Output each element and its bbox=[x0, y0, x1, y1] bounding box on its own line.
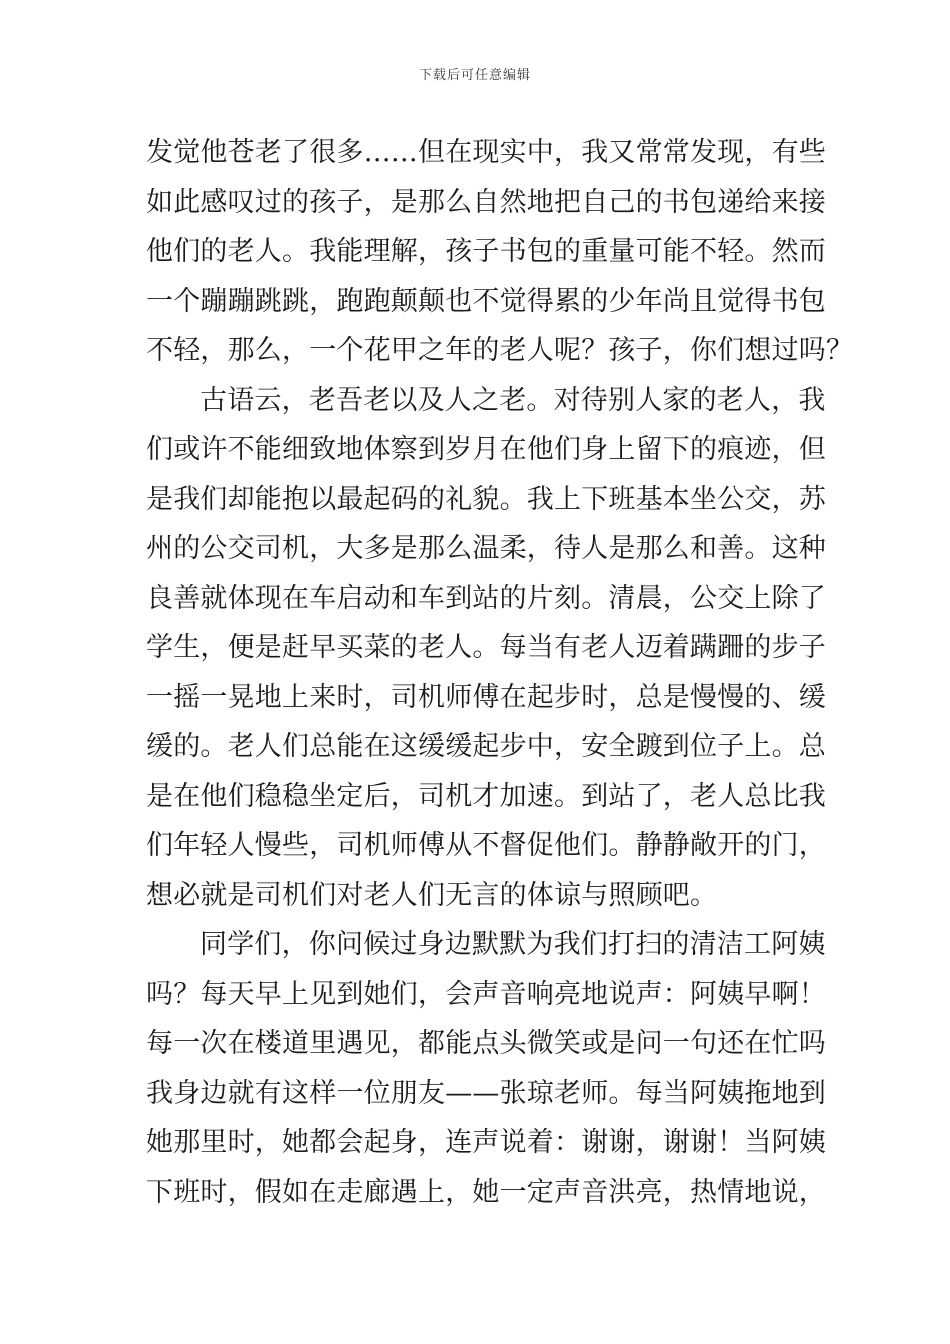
text-line: 学生，便是赶早买菜的老人。每当有老人迈着蹒跚的步子 bbox=[146, 632, 826, 663]
text-line: 同学们，你问候过身边默默为我们打扫的清洁工阿姨 bbox=[200, 929, 826, 960]
text-line: 一摇一晃地上来时，司机师傅在起步时，总是慢慢的、缓 bbox=[146, 681, 826, 713]
text-line: 我身边就有这样一位朋友——张琼老师。每当阿姨拖地到 bbox=[146, 1077, 826, 1109]
text-line: 想必就是司机们对老人们无言的体谅与照顾吧。 bbox=[146, 879, 718, 911]
text-line: 吗？每天早上见到她们，会声音响亮地说声：阿姨早啊！ bbox=[146, 978, 826, 1010]
text-line: 缓的。老人们总能在这缓缓起步中，安全踱到位子上。总 bbox=[146, 731, 826, 762]
text-line: 们或许不能细致地体察到岁月在他们身上留下的痕迹，但 bbox=[146, 434, 826, 465]
text-line: 良善就体现在车启动和车到站的片刻。清晨，公交上除了 bbox=[146, 582, 826, 614]
text-line: 古语云，老吾老以及人之老。对待别人家的老人，我 bbox=[200, 384, 826, 416]
text-line: 她那里时，她都会起身，连声说着：谢谢，谢谢！当阿姨 bbox=[146, 1127, 826, 1158]
page-header: 下载后可任意编辑 bbox=[418, 68, 531, 83]
text-line: 是我们却能抱以最起码的礼貌。我上下班基本坐公交，苏 bbox=[146, 483, 826, 515]
text-line: 是在他们稳稳坐定后，司机才加速。到站了，老人总比我 bbox=[146, 780, 826, 812]
text-line: 他们的老人。我能理解，孩子书包的重量可能不轻。然而 bbox=[146, 236, 826, 267]
document-body bbox=[146, 128, 854, 1217]
text-line: 不轻，那么，一个花甲之年的老人呢？孩子，你们想过吗？ bbox=[146, 335, 854, 366]
text-line: 们年轻人慢些，司机师傅从不督促他们。静静敞开的门， bbox=[146, 830, 826, 861]
text-line: 每一次在楼道里遇见，都能点头微笑或是问一句还在忙吗 bbox=[146, 1028, 826, 1059]
text-line: 一个蹦蹦跳跳，跑跑颠颠也不觉得累的少年尚且觉得书包 bbox=[146, 285, 826, 317]
text-line: 下班时，假如在走廊遇上，她一定声音洪亮，热情地说， bbox=[146, 1176, 826, 1208]
text-line: 州的公交司机，大多是那么温柔，待人是那么和善。这种 bbox=[146, 533, 826, 564]
text-line: 发觉他苍老了很多……但在现实中，我又常常发现，有些 bbox=[146, 137, 826, 168]
text-line: 如此感叹过的孩子，是那么自然地把自己的书包递给来接 bbox=[146, 186, 826, 218]
